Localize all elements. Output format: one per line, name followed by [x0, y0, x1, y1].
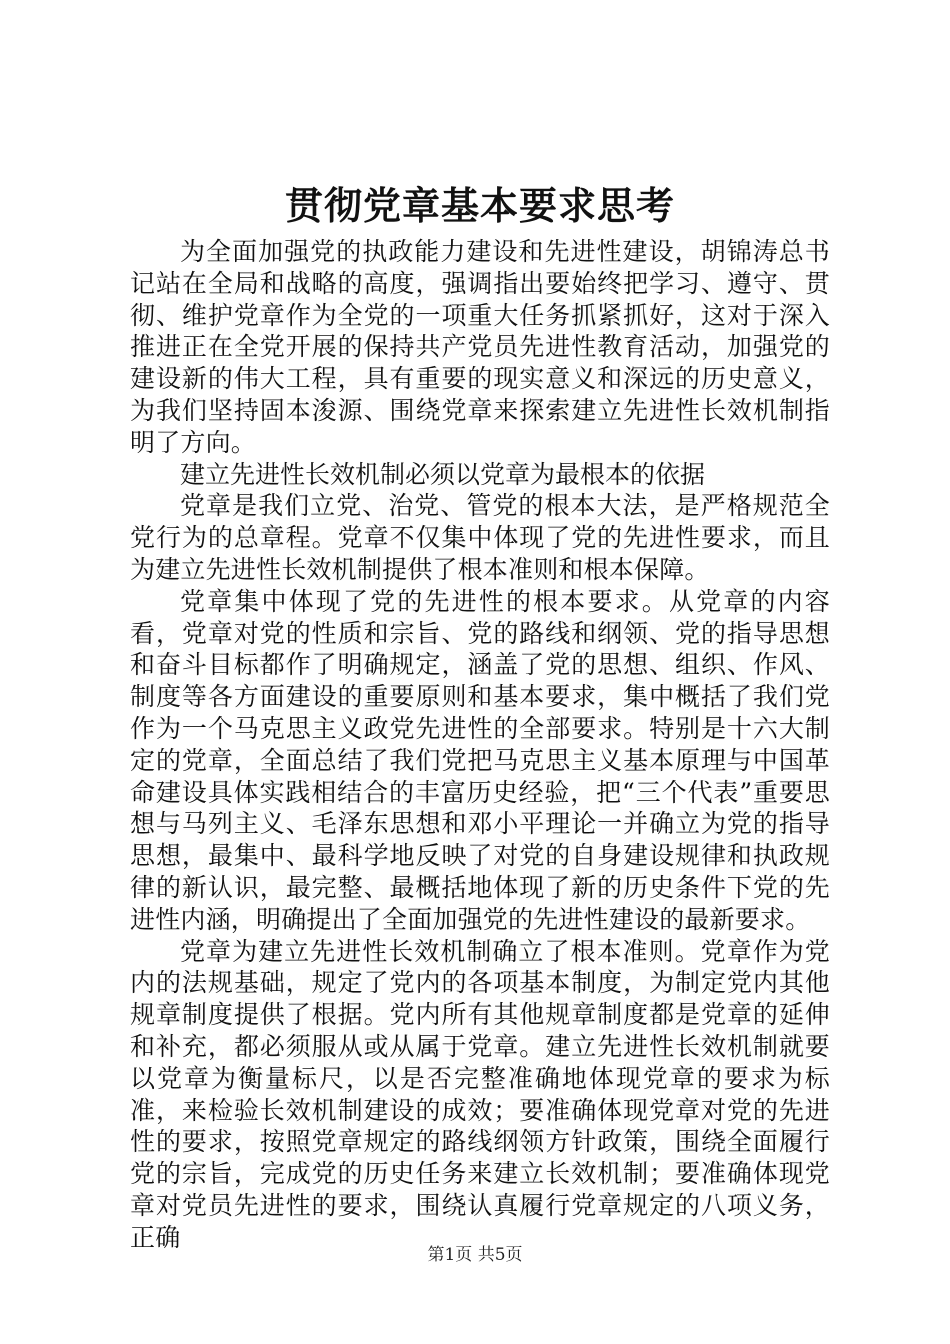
document-page — [130, 178, 830, 1254]
paragraph-party-constitution: 党章是我们立党、治党、管党的根本大法，是严格规范全党行为的总章程。党章不仅集中体现了党的先进性要求，而且为建立先进性长效机制提供了根本准则和根本保障。 — [130, 491, 830, 584]
paragraph-intro: 为全面加强党的执政能力建设和先进性建设，胡锦涛总书记站在全局和战略的高度，强调指出要始终把学习、遵守、贯彻、维护党章作为全党的一项重大任务抓紧抓好，这对于深入推进正在全党开展的保持共产党员先进性教育活动，加强党的建设新的伟大工程，具有重要的现实意义和深远的历史意义，为我们坚持固本浚源、围绕党章来探索建立先进性长效机制指明了方向。 — [130, 237, 830, 457]
page-footer — [0, 1244, 950, 1266]
paragraph-fundamental-rules: 党章为建立先进性长效机制确立了根本准则。党章作为党内的法规基础，规定了党内的各项基本制度，为制定党内其他规章制度提供了根据。党内所有其他规章制度都是党章的延伸和补充，都必须服从或从属于党章。建立先进性长效机制就要以党章为衡量标尺，以是否完整准确地体现党章的要求为标准，来检验长效机制建设的成效；要准确体现党章对党的先进性的要求，按照党章规定的路线纲领方针政策，围绕全面履行党的宗旨，完成党的历史任务来建立长效机制；要准确体现党章对党员先进性的要求，围绕认真履行党章规定的八项义务，正确 — [130, 936, 830, 1252]
page-indicator: 第1页 共5页 — [427, 1245, 523, 1265]
paragraph-advanced-requirements: 党章集中体现了党的先进性的根本要求。从党章的内容看，党章对党的性质和宗旨、党的路线和纲领、党的指导思想和奋斗目标都作了明确规定，涵盖了党的思想、组织、作风、制度等各方面建设的重要原则和基本要求，集中概括了我们党作为一个马克思主义政党先进性的全部要求。特别是十六大制定的党章，全面总结了我们党把马克思主义基本原理与中国革命建设具体实践相结合的丰富历史经验，把“三个代表”重要思想与马列主义、毛泽东思想和邓小平理论一并确立为党的指导思想，最集中、最科学地反映了对党的自身建设规律和执政规律的新认识，最完整、最概括地体现了新的历史条件下党的先进性内涵，明确提出了全面加强党的先进性建设的最新要求。 — [130, 586, 830, 934]
section-heading: 建立先进性长效机制必须以党章为最根本的依据 — [180, 459, 706, 489]
document-title: 贯彻党章基本要求思考 — [284, 183, 675, 228]
